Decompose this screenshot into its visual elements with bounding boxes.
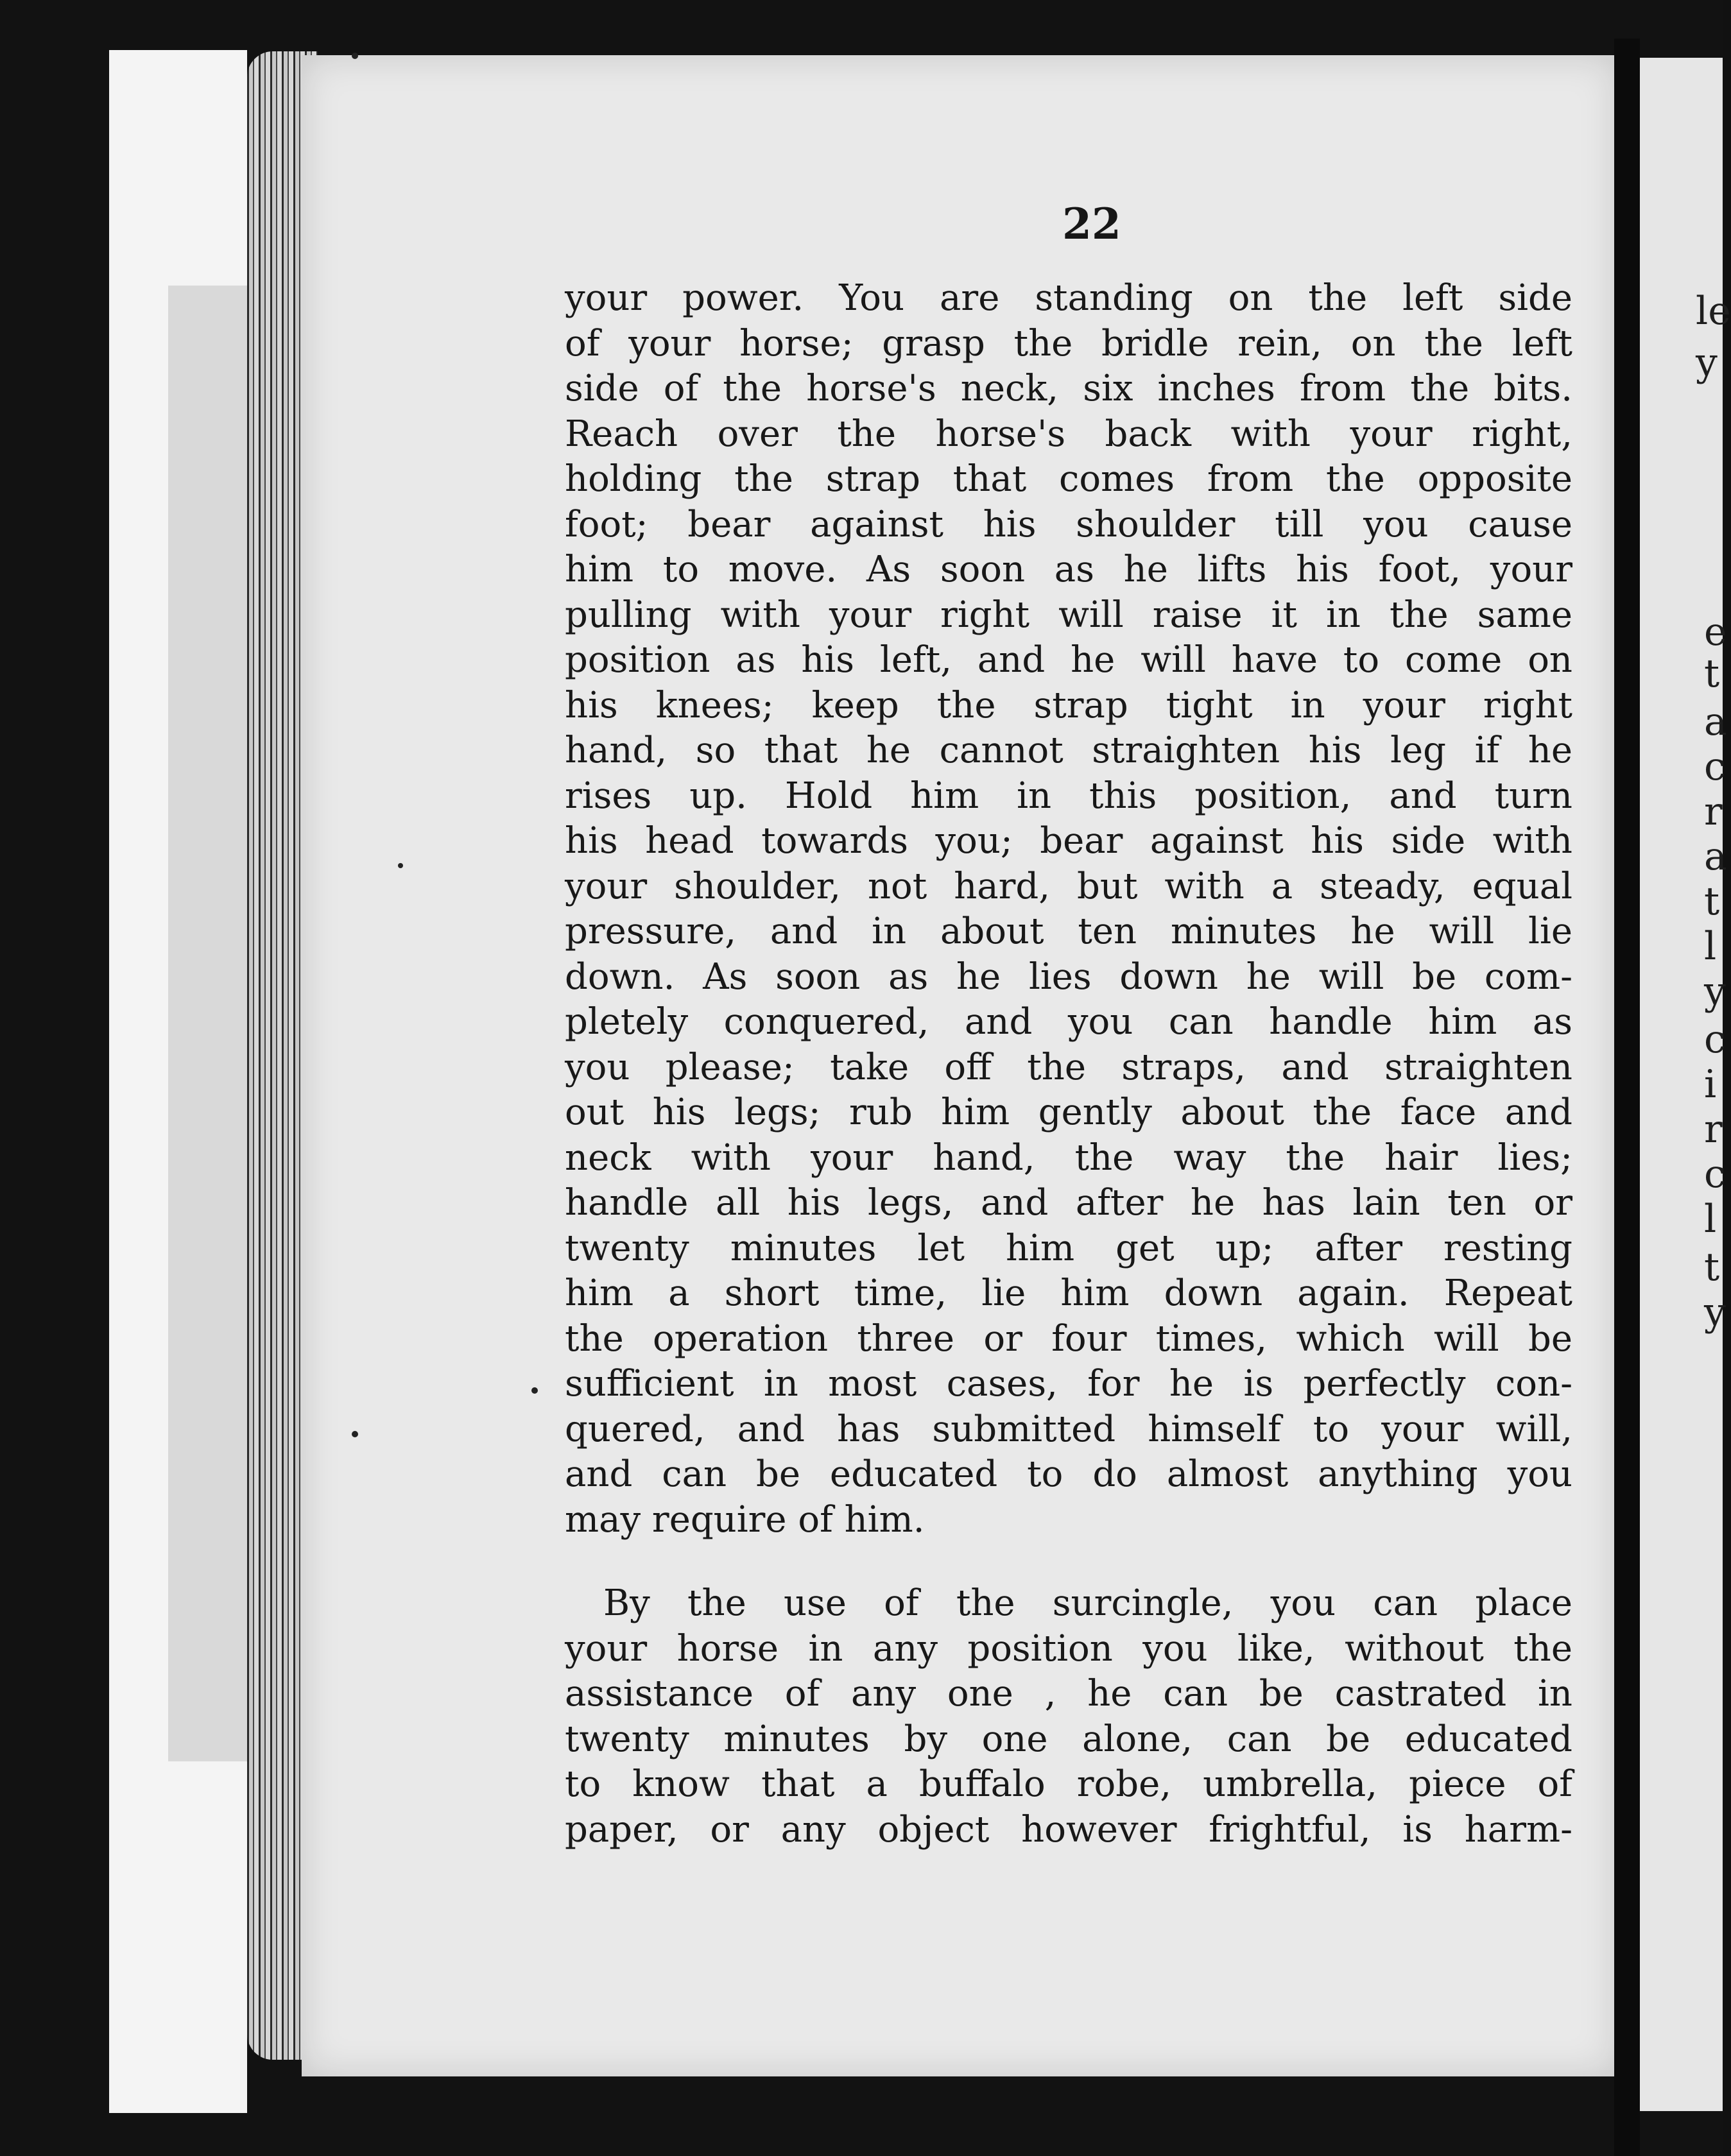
text-line: handle all his legs, and after he has lain ten or [565,1182,1572,1224]
page-body-text [565,276,1572,1852]
facing-page-fragment: r [1704,789,1723,834]
facing-page-fragment: c [1704,744,1726,789]
text-line: the operation three or four times, which will be [565,1317,1572,1360]
facing-page-fragment: t [1704,1245,1720,1290]
text-line: sufficient in most cases, for he is perfectly con- [565,1363,1572,1405]
text-line: him to move. As soon as he lifts his foot, your [565,549,1572,590]
text-line: side of the horse's neck, six inches from the bits. [565,368,1572,409]
text-line: him a short time, lie him down again. Repeat [565,1272,1572,1314]
text-line: of your horse; grasp the bridle rein, on the left [565,322,1572,364]
facing-page-fragment: c [1704,1152,1726,1197]
text-line: hand, so that he cannot straighten his leg if he [565,730,1572,771]
text-line: foot; bear against his shoulder till you cause [565,503,1572,545]
facing-page-fragment: t [1704,879,1720,924]
text-line: paper, or any object however frightful, is harm- [565,1808,1572,1851]
scan-speck [531,1387,538,1394]
gray-card [168,286,253,1761]
scan-speck [352,1431,358,1437]
text-line: Reach over the horse's back with your right, [565,413,1572,455]
text-line: may require of him. [565,1498,925,1541]
facing-page-fragment: r [1704,1107,1723,1152]
text-line: your power. You are standing on the left side [565,277,1572,319]
paragraph-1 [565,276,1572,1543]
text-line: neck with your hand, the way the hair lies; [565,1136,1572,1179]
book-gutter [1614,38,1640,2156]
text-line: you please; take off the straps, and straighten [565,1046,1572,1088]
facing-page-fragment: c [1704,1017,1726,1062]
facing-page-fragment: y [1704,1290,1726,1335]
scan-speck [398,863,403,868]
facing-page-fragment: l [1704,924,1717,969]
facing-page-fragment: l [1704,1197,1717,1242]
text-line: quered, and has submitted himself to your will, [565,1408,1572,1450]
text-line: his head towards you; bear against his side with [565,820,1572,862]
text-line: holding the strap that comes from the opposite [565,458,1572,500]
facing-page-fragment: i [1704,1062,1717,1107]
text-line: assistance of any one , he can be castrated in [565,1673,1572,1715]
facing-page-fragment: y [1704,969,1726,1014]
facing-page-fragment: e [1704,610,1727,654]
facing-page-fragment: a [1704,834,1727,879]
text-line: out his legs; rub him gently about the face and [565,1091,1572,1133]
text-line: and can be educated to do almost anything you [565,1453,1572,1495]
text-line: to know that a buffalo robe, umbrella, piece of [565,1763,1572,1805]
facing-page-fragment: y [1696,340,1718,385]
text-line: pletely conquered, and you can handle him as [565,1001,1572,1043]
paragraph-2 [565,1581,1572,1852]
text-line: your shoulder, not hard, but with a steady, equal [565,865,1572,907]
text-line: rises up. Hold him in this position, and turn [565,774,1572,817]
facing-page-fragment: a [1704,699,1727,744]
text-line: twenty minutes by one alone, can be educated [565,1718,1572,1760]
text-line: down. As soon as he lies down he will be com- [565,955,1572,998]
page-number: 22 [1062,199,1121,249]
scan-speck [352,53,358,59]
text-line: By the use of the surcingle, you can place [603,1582,1572,1624]
text-line: your horse in any position you like, without the [565,1627,1572,1670]
facing-page-fragment: t [1704,651,1720,696]
text-line: twenty minutes let him get up; after resting [565,1227,1572,1269]
text-line: his knees; keep the strap tight in your right [565,684,1572,726]
facing-page-fragment: le [1696,289,1731,334]
text-line: position as his left, and he will have to come on [565,639,1572,681]
text-line: pressure, and in about ten minutes he will lie [565,911,1572,952]
text-line: pulling with your right will raise it in the same [565,594,1572,636]
